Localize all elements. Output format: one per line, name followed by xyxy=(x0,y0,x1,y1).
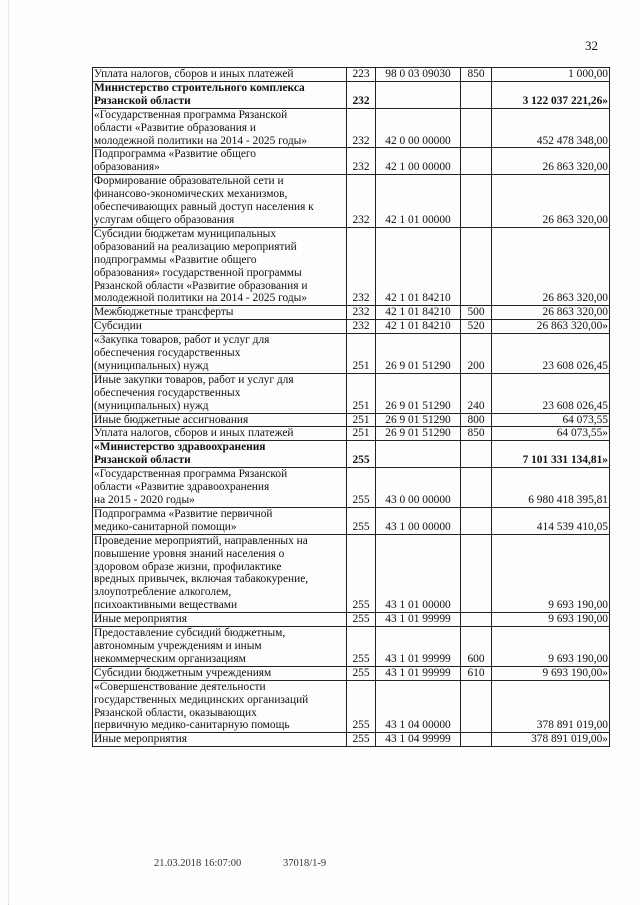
row-expense-type: 850 xyxy=(461,68,492,82)
row-amount: 414 539 410,05 xyxy=(492,507,610,534)
row-target-article: 26 9 01 51290 xyxy=(376,427,461,441)
table-row xyxy=(93,468,610,508)
row-target-article: 43 1 00 00000 xyxy=(376,507,461,534)
row-name: Иные бюджетные ассигнования xyxy=(93,413,347,427)
table-row xyxy=(93,175,610,228)
row-name: «Государственная программа Рязанской области «Развитие образования и молодежной политики на 2014 - 2025 годы» xyxy=(93,108,347,148)
row-target-article: 42 1 01 00000 xyxy=(376,175,461,228)
table-row xyxy=(93,507,610,534)
row-target-article: 43 1 01 99999 xyxy=(376,613,461,627)
row-name: Предоставление субсидий бюджетным, автономным учреждениям и иным некоммерческим организациям xyxy=(93,627,347,667)
row-target-article: 42 1 01 84210 xyxy=(376,306,461,320)
row-expense-type xyxy=(461,175,492,228)
row-expense-type xyxy=(461,148,492,175)
row-expense-type xyxy=(461,613,492,627)
row-expense-type xyxy=(461,81,492,108)
row-name: «Совершенствование деятельности государственных медицинских организаций Рязанской области, оказывающих первичную медико-санитарную помощь xyxy=(93,680,347,733)
row-name: Межбюджетные трансферты xyxy=(93,306,347,320)
row-amount: 23 608 026,45 xyxy=(492,334,610,374)
row-ministry-code: 232 xyxy=(347,320,376,334)
row-name: Уплата налогов, сборов и иных платежей xyxy=(93,427,347,441)
row-target-article: 43 1 04 00000 xyxy=(376,680,461,733)
row-amount: 26 863 320,00 xyxy=(492,306,610,320)
row-target-article: 43 1 04 99999 xyxy=(376,733,461,747)
row-amount: 378 891 019,00 xyxy=(492,680,610,733)
table-row xyxy=(93,227,610,305)
row-ministry-code: 255 xyxy=(347,507,376,534)
row-ministry-code: 232 xyxy=(347,175,376,228)
row-expense-type xyxy=(461,468,492,508)
row-amount: 3 122 037 221,26» xyxy=(492,81,610,108)
row-ministry-code: 255 xyxy=(347,468,376,508)
row-expense-type: 500 xyxy=(461,306,492,320)
row-target-article: 43 0 00 00000 xyxy=(376,468,461,508)
row-amount: 64 073,55» xyxy=(492,427,610,441)
row-expense-type: 520 xyxy=(461,320,492,334)
row-amount: 6 980 418 395,81 xyxy=(492,468,610,508)
row-name: Уплата налогов, сборов и иных платежей xyxy=(93,68,347,82)
row-expense-type xyxy=(461,733,492,747)
row-expense-type: 610 xyxy=(461,666,492,680)
row-name: Субсидии бюджетным учреждениям xyxy=(93,666,347,680)
row-ministry-code: 255 xyxy=(347,534,376,612)
row-amount: 9 693 190,00 xyxy=(492,627,610,667)
row-expense-type xyxy=(461,680,492,733)
row-ministry-code: 251 xyxy=(347,334,376,374)
row-ministry-code: 251 xyxy=(347,427,376,441)
row-expense-type xyxy=(461,227,492,305)
row-amount: 26 863 320,00 xyxy=(492,148,610,175)
row-amount: 9 693 190,00» xyxy=(492,666,610,680)
table-row xyxy=(93,534,610,612)
row-target-article: 42 1 01 84210 xyxy=(376,227,461,305)
row-name: Министерство строительного комплекса Рязанской области xyxy=(93,81,347,108)
row-amount: 26 863 320,00» xyxy=(492,320,610,334)
row-amount: 1 000,00 xyxy=(492,68,610,82)
page-number: 32 xyxy=(585,38,598,53)
table-row xyxy=(93,441,610,468)
row-target-article: 98 0 03 09030 xyxy=(376,68,461,82)
row-target-article: 26 9 01 51290 xyxy=(376,413,461,427)
row-name: Подпрограмма «Развитие первичной медико-санитарной помощи» xyxy=(93,507,347,534)
row-amount: 26 863 320,00 xyxy=(492,227,610,305)
footer-doc-id: 37018/1-9 xyxy=(283,858,327,869)
row-name: Иные закупки товаров, работ и услуг для обеспечения государственных (муниципальных) нужд xyxy=(93,373,347,413)
row-ministry-code: 255 xyxy=(347,733,376,747)
row-name: «Закупка товаров, работ и услуг для обеспечения государственных (муниципальных) нужд xyxy=(93,334,347,374)
table-row xyxy=(93,320,610,334)
row-expense-type xyxy=(461,441,492,468)
row-amount: 452 478 348,00 xyxy=(492,108,610,148)
row-ministry-code: 232 xyxy=(347,306,376,320)
row-expense-type: 800 xyxy=(461,413,492,427)
row-expense-type: 600 xyxy=(461,627,492,667)
row-ministry-code: 232 xyxy=(347,108,376,148)
row-amount: 26 863 320,00 xyxy=(492,175,610,228)
row-name: Проведение мероприятий, направленных на повышение уровня знаний населения о здоровом образе жизни, профилактике вредных привычек, включая табакокурение, злоупотребление алкоголем, психоактивными веществами xyxy=(93,534,347,612)
table-row xyxy=(93,613,610,627)
row-amount: 64 073,55 xyxy=(492,413,610,427)
table-row xyxy=(93,373,610,413)
row-amount: 378 891 019,00» xyxy=(492,733,610,747)
table-row xyxy=(93,334,610,374)
row-name: Субсидии бюджетам муниципальных образований на реализацию мероприятий подпрограммы «Развитие общего образования» государственной программы Рязанской области «Развитие образования и молодежной политики на 2014 - 2025 годы» xyxy=(93,227,347,305)
row-ministry-code: 255 xyxy=(347,680,376,733)
row-expense-type: 200 xyxy=(461,334,492,374)
row-expense-type xyxy=(461,108,492,148)
table-row xyxy=(93,413,610,427)
row-ministry-code: 255 xyxy=(347,613,376,627)
row-expense-type: 850 xyxy=(461,427,492,441)
row-ministry-code: 232 xyxy=(347,148,376,175)
table-row xyxy=(93,108,610,148)
row-target-article: 42 1 00 00000 xyxy=(376,148,461,175)
row-target-article: 26 9 01 51290 xyxy=(376,334,461,374)
row-ministry-code: 255 xyxy=(347,441,376,468)
row-ministry-code: 232 xyxy=(347,227,376,305)
table-row xyxy=(93,666,610,680)
table-row xyxy=(93,68,610,82)
table-row xyxy=(93,627,610,667)
row-amount: 9 693 190,00 xyxy=(492,534,610,612)
row-amount: 23 608 026,45 xyxy=(492,373,610,413)
table-row xyxy=(93,306,610,320)
row-target-article: 42 1 01 84210 xyxy=(376,320,461,334)
row-amount: 7 101 331 134,81» xyxy=(492,441,610,468)
row-name: Иные мероприятия xyxy=(93,733,347,747)
row-ministry-code: 223 xyxy=(347,68,376,82)
table-row xyxy=(93,733,610,747)
row-target-article: 42 0 00 00000 xyxy=(376,108,461,148)
row-target-article: 43 1 01 99999 xyxy=(376,627,461,667)
row-target-article xyxy=(376,441,461,468)
row-name: «Государственная программа Рязанской области «Развитие здравоохранения на 2015 - 2020 годы» xyxy=(93,468,347,508)
footer-date: 21.03.2018 16:07:00 xyxy=(154,858,242,869)
budget-table xyxy=(92,67,610,747)
table-row xyxy=(93,680,610,733)
row-name: Подпрограмма «Развитие общего образования» xyxy=(93,148,347,175)
row-name: Иные мероприятия xyxy=(93,613,347,627)
row-name: «Министерство здравоохранения Рязанской области xyxy=(93,441,347,468)
row-ministry-code: 255 xyxy=(347,666,376,680)
row-target-article xyxy=(376,81,461,108)
row-ministry-code: 255 xyxy=(347,627,376,667)
row-target-article: 43 1 01 00000 xyxy=(376,534,461,612)
row-ministry-code: 232 xyxy=(347,81,376,108)
table-row xyxy=(93,148,610,175)
margin-line xyxy=(8,0,9,905)
row-name: Субсидии xyxy=(93,320,347,334)
row-name: Формирование образовательной сети и финансово-экономических механизмов, обеспечивающих равный доступ населения к услугам общего образования xyxy=(93,175,347,228)
row-expense-type xyxy=(461,507,492,534)
row-ministry-code: 251 xyxy=(347,373,376,413)
budget-table-body xyxy=(93,68,610,747)
row-expense-type: 240 xyxy=(461,373,492,413)
row-expense-type xyxy=(461,534,492,612)
table-row xyxy=(93,427,610,441)
row-target-article: 26 9 01 51290 xyxy=(376,373,461,413)
row-target-article: 43 1 01 99999 xyxy=(376,666,461,680)
row-ministry-code: 251 xyxy=(347,413,376,427)
row-amount: 9 693 190,00 xyxy=(492,613,610,627)
table-row xyxy=(93,81,610,108)
